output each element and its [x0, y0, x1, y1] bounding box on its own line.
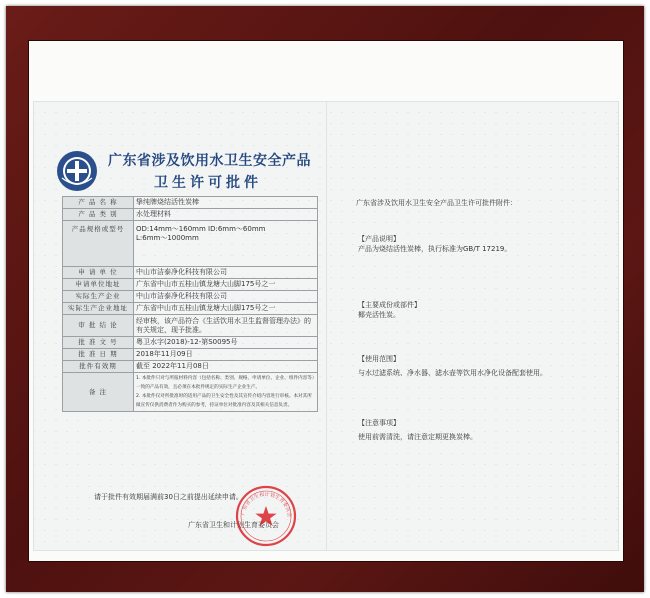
table-row	[63, 267, 318, 279]
annex-title: 广东省涉及饮用水卫生安全产品卫生许可批件附件：	[356, 199, 517, 207]
annex-heading: 【产品说明】	[358, 235, 400, 243]
table-row	[63, 303, 318, 315]
table-row	[63, 373, 318, 412]
row-value: 中山市洁泰净化科技有限公司	[134, 291, 318, 303]
table-row	[63, 197, 318, 209]
row-label: 产 品 类 别	[63, 209, 134, 221]
seal-text: 广东省卫生和计划生育委员会	[240, 491, 293, 518]
row-label: 实际生产企业地址	[63, 303, 134, 315]
picture-frame	[6, 6, 644, 592]
table-row	[63, 209, 318, 221]
row-value: 挚纯牌烧结活性炭棒	[134, 197, 318, 209]
permit-info-table	[62, 196, 318, 412]
row-value: 水处理材料	[134, 209, 318, 221]
row-value: 经审核，该产品符合《生活饮用水卫生监督管理办法》的有关规定，现予批准。	[134, 315, 318, 337]
row-value: OD:14mm～160mm ID:6mm～60mm L:6mm～1000mm	[134, 221, 318, 267]
row-label: 备 注	[63, 373, 134, 412]
title-line-1: 广东省涉及饮用水卫生安全产品	[108, 153, 311, 169]
row-label: 产 品 名 称	[63, 197, 134, 209]
annex-body: 使用前需清洗，请注意定期更换炭棒。	[358, 433, 477, 441]
row-label: 审 批 结 论	[63, 315, 134, 337]
annex-heading: 【使用范围】	[358, 355, 400, 363]
table-row	[63, 221, 318, 267]
table-row	[63, 315, 318, 337]
renewal-note: 请于批件有效期届满前30日之前提出延续申请。	[94, 493, 243, 501]
row-value: 1. 本批件只对与所报材料内容（包括名称、类别、规格、申请单位、企业、组件内容等）一致的产品有效，且必须在本批件规定的实际生产企业生产。 2. 本批件仅对所批准时的适用产品的卫生安全性及其宣传介绍内容进行审核。本对其所做宣传仅供消费者作为购买的参考，持证单位对批准内容及其相关信息负责。	[134, 373, 318, 412]
official-seal-icon	[234, 484, 298, 548]
table-row	[63, 291, 318, 303]
table-row	[63, 337, 318, 349]
table-row	[63, 279, 318, 291]
table-row	[63, 349, 318, 361]
row-label: 产品规格或型号	[63, 221, 134, 267]
issuing-authority: 广东省卫生和计划生育委员会	[188, 521, 279, 529]
annex-heading: 【主要成份或部件】	[358, 301, 421, 309]
annex-heading: 【注意事项】	[358, 419, 400, 427]
row-value: 截至 2022年11月08日	[134, 361, 318, 373]
row-value: 粤卫水字(2018)-12-第S0095号	[134, 337, 318, 349]
row-label: 申请单位地址	[63, 279, 134, 291]
row-value: 中山市洁泰净化科技有限公司	[134, 267, 318, 279]
row-label: 批件有效期	[63, 361, 134, 373]
annex-body: 与水过滤系统、净水器、滤水壶等饮用水净化设备配套使用。	[358, 369, 547, 377]
center-fold	[326, 102, 327, 550]
annex-body: 产品为烧结活性炭棒，执行标准为GB/T 17219。	[358, 245, 512, 253]
title-line-2: 卫生许可批件	[154, 175, 262, 191]
row-value: 2018年11月09日	[134, 349, 318, 361]
row-label: 批 准 文 号	[63, 337, 134, 349]
row-value: 广东省中山市五桂山镇龙塘大山脚175号之一	[134, 279, 318, 291]
annex-body: 椰壳活性炭。	[358, 311, 400, 319]
certificate	[33, 101, 619, 551]
frame-mat	[28, 40, 624, 562]
row-value: 广东省中山市五桂山镇龙塘大山脚175号之一	[134, 303, 318, 315]
row-label: 申 请 单 位	[63, 267, 134, 279]
row-label: 批 准 日 期	[63, 349, 134, 361]
row-label: 实际生产企业	[63, 291, 134, 303]
health-commission-emblem-icon	[56, 150, 98, 192]
table-row	[63, 361, 318, 373]
